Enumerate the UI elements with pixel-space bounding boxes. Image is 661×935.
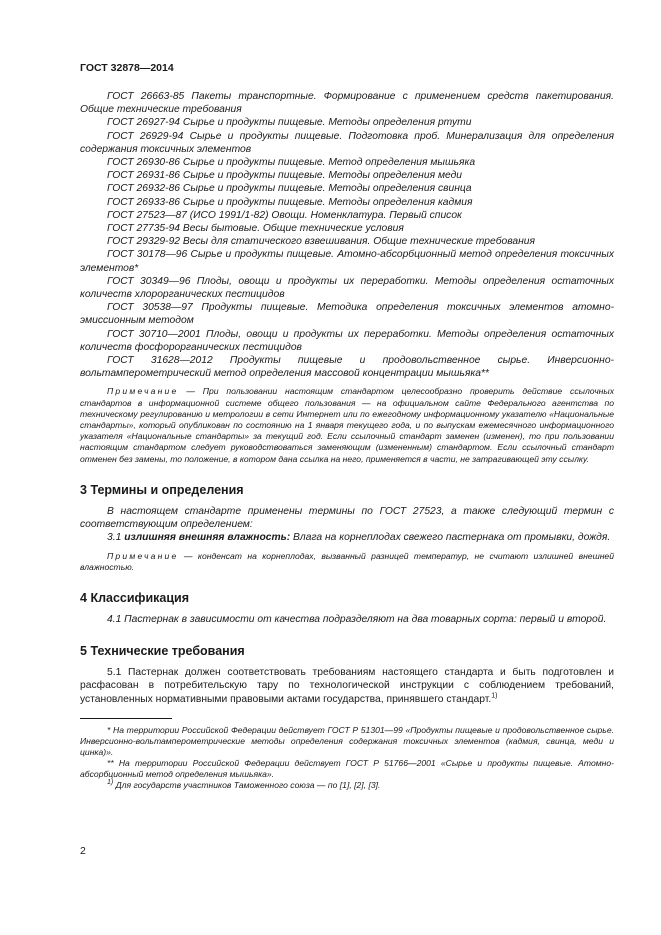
reference-item: ГОСТ 30349—96 Плоды, овощи и продукты их переработки. Методы определения остаточных количеств хлорорганических пестицидов (80, 275, 614, 301)
page-number: 2 (80, 845, 86, 857)
reference-item: ГОСТ 26663-85 Пакеты транспортные. Формирование с применением средств пакетирования. Общие технические требования (80, 91, 614, 116)
reference-item: ГОСТ 26927-94 Сырье и продукты пищевые. Методы определения ртути (107, 117, 472, 129)
page-content (80, 90, 614, 791)
reference-item: ГОСТ 30710—2001 Плоды, овощи и продукты их переработки. Методы определения остаточных количеств фосфорорганических пестицидов (80, 328, 614, 353)
section-4-heading (80, 591, 614, 605)
term-name: излишняя внешняя влажность: (124, 532, 291, 544)
section-title: Классификация (90, 590, 190, 605)
section-5-heading (80, 644, 614, 658)
section-number: 5 (80, 644, 87, 659)
reference-item: ГОСТ 26929-94 Сырье и продукты пищевые. Подготовка проб. Минерализация для определения содержания токсичных элементов (80, 130, 614, 155)
section-4-text: 4.1 Пастернак в зависимости от качества подразделяют на два товарных сорта: первый и второй. (107, 613, 607, 625)
section-5-body: 5.1 Пастернак должен соответствовать требованиям настоящего стандарта и быть подготовлен и расфасован в потребительскую тару по технологической инструкции с соблюдением требований, установленных нормативными правовыми актами государства, принявшего стандарт. (80, 667, 614, 705)
reference-item: ГОСТ 30178—96 Сырье и продукты пищевые. Атомно-абсорбционный метод определения токсичных элементов* (80, 249, 614, 274)
footnote-marker: 1) (107, 778, 114, 786)
note-label: Примечание (107, 550, 179, 561)
references-note (80, 386, 614, 464)
term-definition (80, 531, 614, 544)
reference-item: ГОСТ 30538—97 Продукты пищевые. Методика определения токсичных элементов атомно-эмиссионным методом (80, 302, 614, 327)
section-3-intro: В настоящем стандарте применены термины по ГОСТ 27523, а также следующий термин с соответствующим определением: (80, 505, 614, 531)
reference-item: ГОСТ 31628—2012 Продукты пищевые и продовольственное сырье. Инверсионно-вольтамперометрический метод определения массовой концентрации мышьяка** (80, 355, 614, 380)
section-title: Технические требования (90, 644, 245, 659)
footnote-3 (80, 780, 614, 791)
section-5-text (80, 666, 614, 706)
reference-item: ГОСТ 26932-86 Сырье и продукты пищевые. Методы определения свинца (107, 183, 472, 195)
term-number: 3.1 (107, 532, 125, 544)
note-label: Примечание (107, 386, 179, 397)
footnote-2: ** На территории Российской Федерации действует ГОСТ Р 51766—2001 «Сырье и продукты пищевые. Атомно-абсорбционный метод определения мышьяка». (80, 757, 614, 779)
section-number: 4 (80, 590, 87, 605)
note-text: — конденсат на корнеплодах, вызванный разницей температур, не считают излишней внешней влажностью. (80, 550, 614, 572)
reference-item: ГОСТ 26931-86 Сырье и продукты пищевые. Методы определения меди (107, 170, 463, 182)
section-title: Термины и определения (90, 482, 244, 497)
footnote-divider (80, 718, 172, 719)
references-list (80, 90, 614, 380)
reference-item: ГОСТ 27735-94 Весы бытовые. Общие технические условия (107, 223, 404, 235)
term-note (80, 551, 614, 573)
footnote-ref: 1) (491, 692, 498, 700)
section-3-heading (80, 483, 614, 497)
footnote-text: Для государств участников Таможенного союза — по [1], [2], [3]. (113, 779, 381, 790)
document-header: ГОСТ 32878—2014 (80, 62, 174, 74)
reference-item: ГОСТ 26930-86 Сырье и продукты пищевые. Метод определения мышьяка (107, 157, 476, 169)
reference-item: ГОСТ 29329-92 Весы для статического взвешивания. Общие технические требования (107, 236, 535, 248)
footnote-1: * На территории Российской Федерации действует ГОСТ Р 51301—99 «Продукты пищевые и продовольственное сырье. Инверсионно-вольтамперометрические методы определения содержания токсичных элементов (кадмия, свинца, меди и цинка)». (80, 724, 614, 757)
term-text: Влага на корнеплодах свежего пастернака от промывки, дождя. (290, 532, 611, 544)
reference-item: ГОСТ 26933-86 Сырье и продукты пищевые. Методы определения кадмия (107, 196, 473, 208)
section-number: 3 (80, 482, 87, 497)
reference-item: ГОСТ 27523—87 (ИСО 1991/1-82) Овощи. Номенклатура. Первый список (107, 209, 462, 221)
note-text: — При пользовании настоящим стандартом целесообразно проверить действие ссылочных стандартов в информационной системе общего пользования — на официальном сайте Федерального агентства по техническому регулированию и метрологии в сети Интернет или по ежегодному информационному указателю «Национальные стандарты», который опубликован по состоянию на 1 января текущего года, и по выпускам ежемесячного информационного указателя «Национальные стандарты» за текущий год. Если ссылочный стандарт заменен (изменен), то при пользовании настоящим стандартом следует руководствоваться заменяющим (измененным) стандартом. Если ссылочный стандарт отменен без замены, то положение, в котором дана ссылка на него, применяется в части, не затрагивающей эту ссылку. (80, 386, 614, 464)
